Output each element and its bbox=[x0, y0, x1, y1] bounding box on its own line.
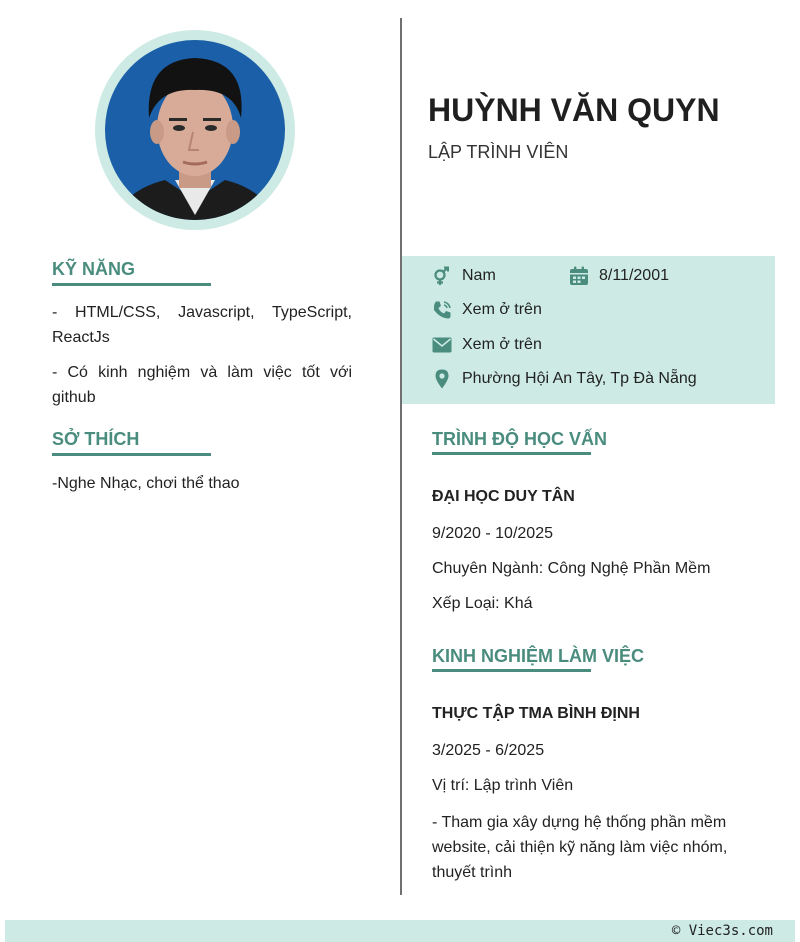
birthday-row bbox=[569, 266, 669, 286]
skills-heading-underline bbox=[52, 283, 211, 286]
location-icon bbox=[432, 369, 452, 389]
email-icon bbox=[432, 335, 452, 355]
experience-period: 3/2025 - 6/2025 bbox=[432, 742, 545, 759]
skill-item-1: - HTML/CSS, Javascript, TypeScript, ReactJs bbox=[52, 304, 352, 346]
experience-position: Vị trí: Lập trình Viên bbox=[432, 777, 574, 794]
education-heading-underline bbox=[432, 452, 591, 455]
education-heading: TRÌNH ĐỘ HỌC VẤN bbox=[432, 429, 607, 449]
experience-company: THỰC TẬP TMA BÌNH ĐỊNH bbox=[432, 705, 640, 722]
skill-item-2: - Có kinh nghiệm và làm việc tốt với github bbox=[52, 364, 352, 406]
education-school: ĐẠI HỌC DUY TÂN bbox=[432, 488, 575, 505]
job-title: LẬP TRÌNH VIÊN bbox=[428, 142, 569, 162]
portrait-photo bbox=[105, 40, 285, 220]
column-divider bbox=[400, 18, 402, 895]
experience-heading: KINH NGHIỆM LÀM VIỆC bbox=[432, 646, 645, 666]
hobbies-heading: SỞ THÍCH bbox=[52, 429, 140, 449]
gender-value: Nam bbox=[462, 267, 496, 284]
address-value: Phường Hội An Tây, Tp Đà Nẵng bbox=[462, 370, 697, 387]
education-period: 9/2020 - 10/2025 bbox=[432, 525, 553, 542]
gender-row bbox=[432, 266, 496, 286]
candidate-name: HUỲNH VĂN QUYN bbox=[428, 92, 720, 128]
gender-icon bbox=[432, 266, 452, 286]
footer-bar bbox=[5, 920, 795, 942]
calendar-icon bbox=[569, 266, 589, 286]
footer-credit: © Viec3s.com bbox=[671, 923, 773, 939]
birthday-value: 8/11/2001 bbox=[599, 267, 669, 284]
experience-description: - Tham gia xây dựng hệ thống phần mềm website, cải thiện kỹ năng làm việc nhóm, thuyết trình bbox=[432, 814, 728, 881]
experience-heading-underline bbox=[432, 669, 591, 672]
education-grade: Xếp Loại: Khá bbox=[432, 595, 533, 612]
email-value: Xem ở trên bbox=[462, 336, 542, 353]
education-major: Chuyên Ngành: Công Nghệ Phần Mềm bbox=[432, 560, 711, 577]
phone-row bbox=[432, 300, 542, 320]
phone-value: Xem ở trên bbox=[462, 301, 542, 318]
hobbies-text: -Nghe Nhạc, chơi thể thao bbox=[52, 475, 240, 492]
hobbies-heading-underline bbox=[52, 453, 211, 456]
email-row bbox=[432, 335, 542, 355]
phone-icon bbox=[432, 300, 452, 320]
avatar bbox=[105, 40, 285, 220]
address-row bbox=[432, 369, 697, 389]
skills-heading: KỸ NĂNG bbox=[52, 259, 136, 279]
